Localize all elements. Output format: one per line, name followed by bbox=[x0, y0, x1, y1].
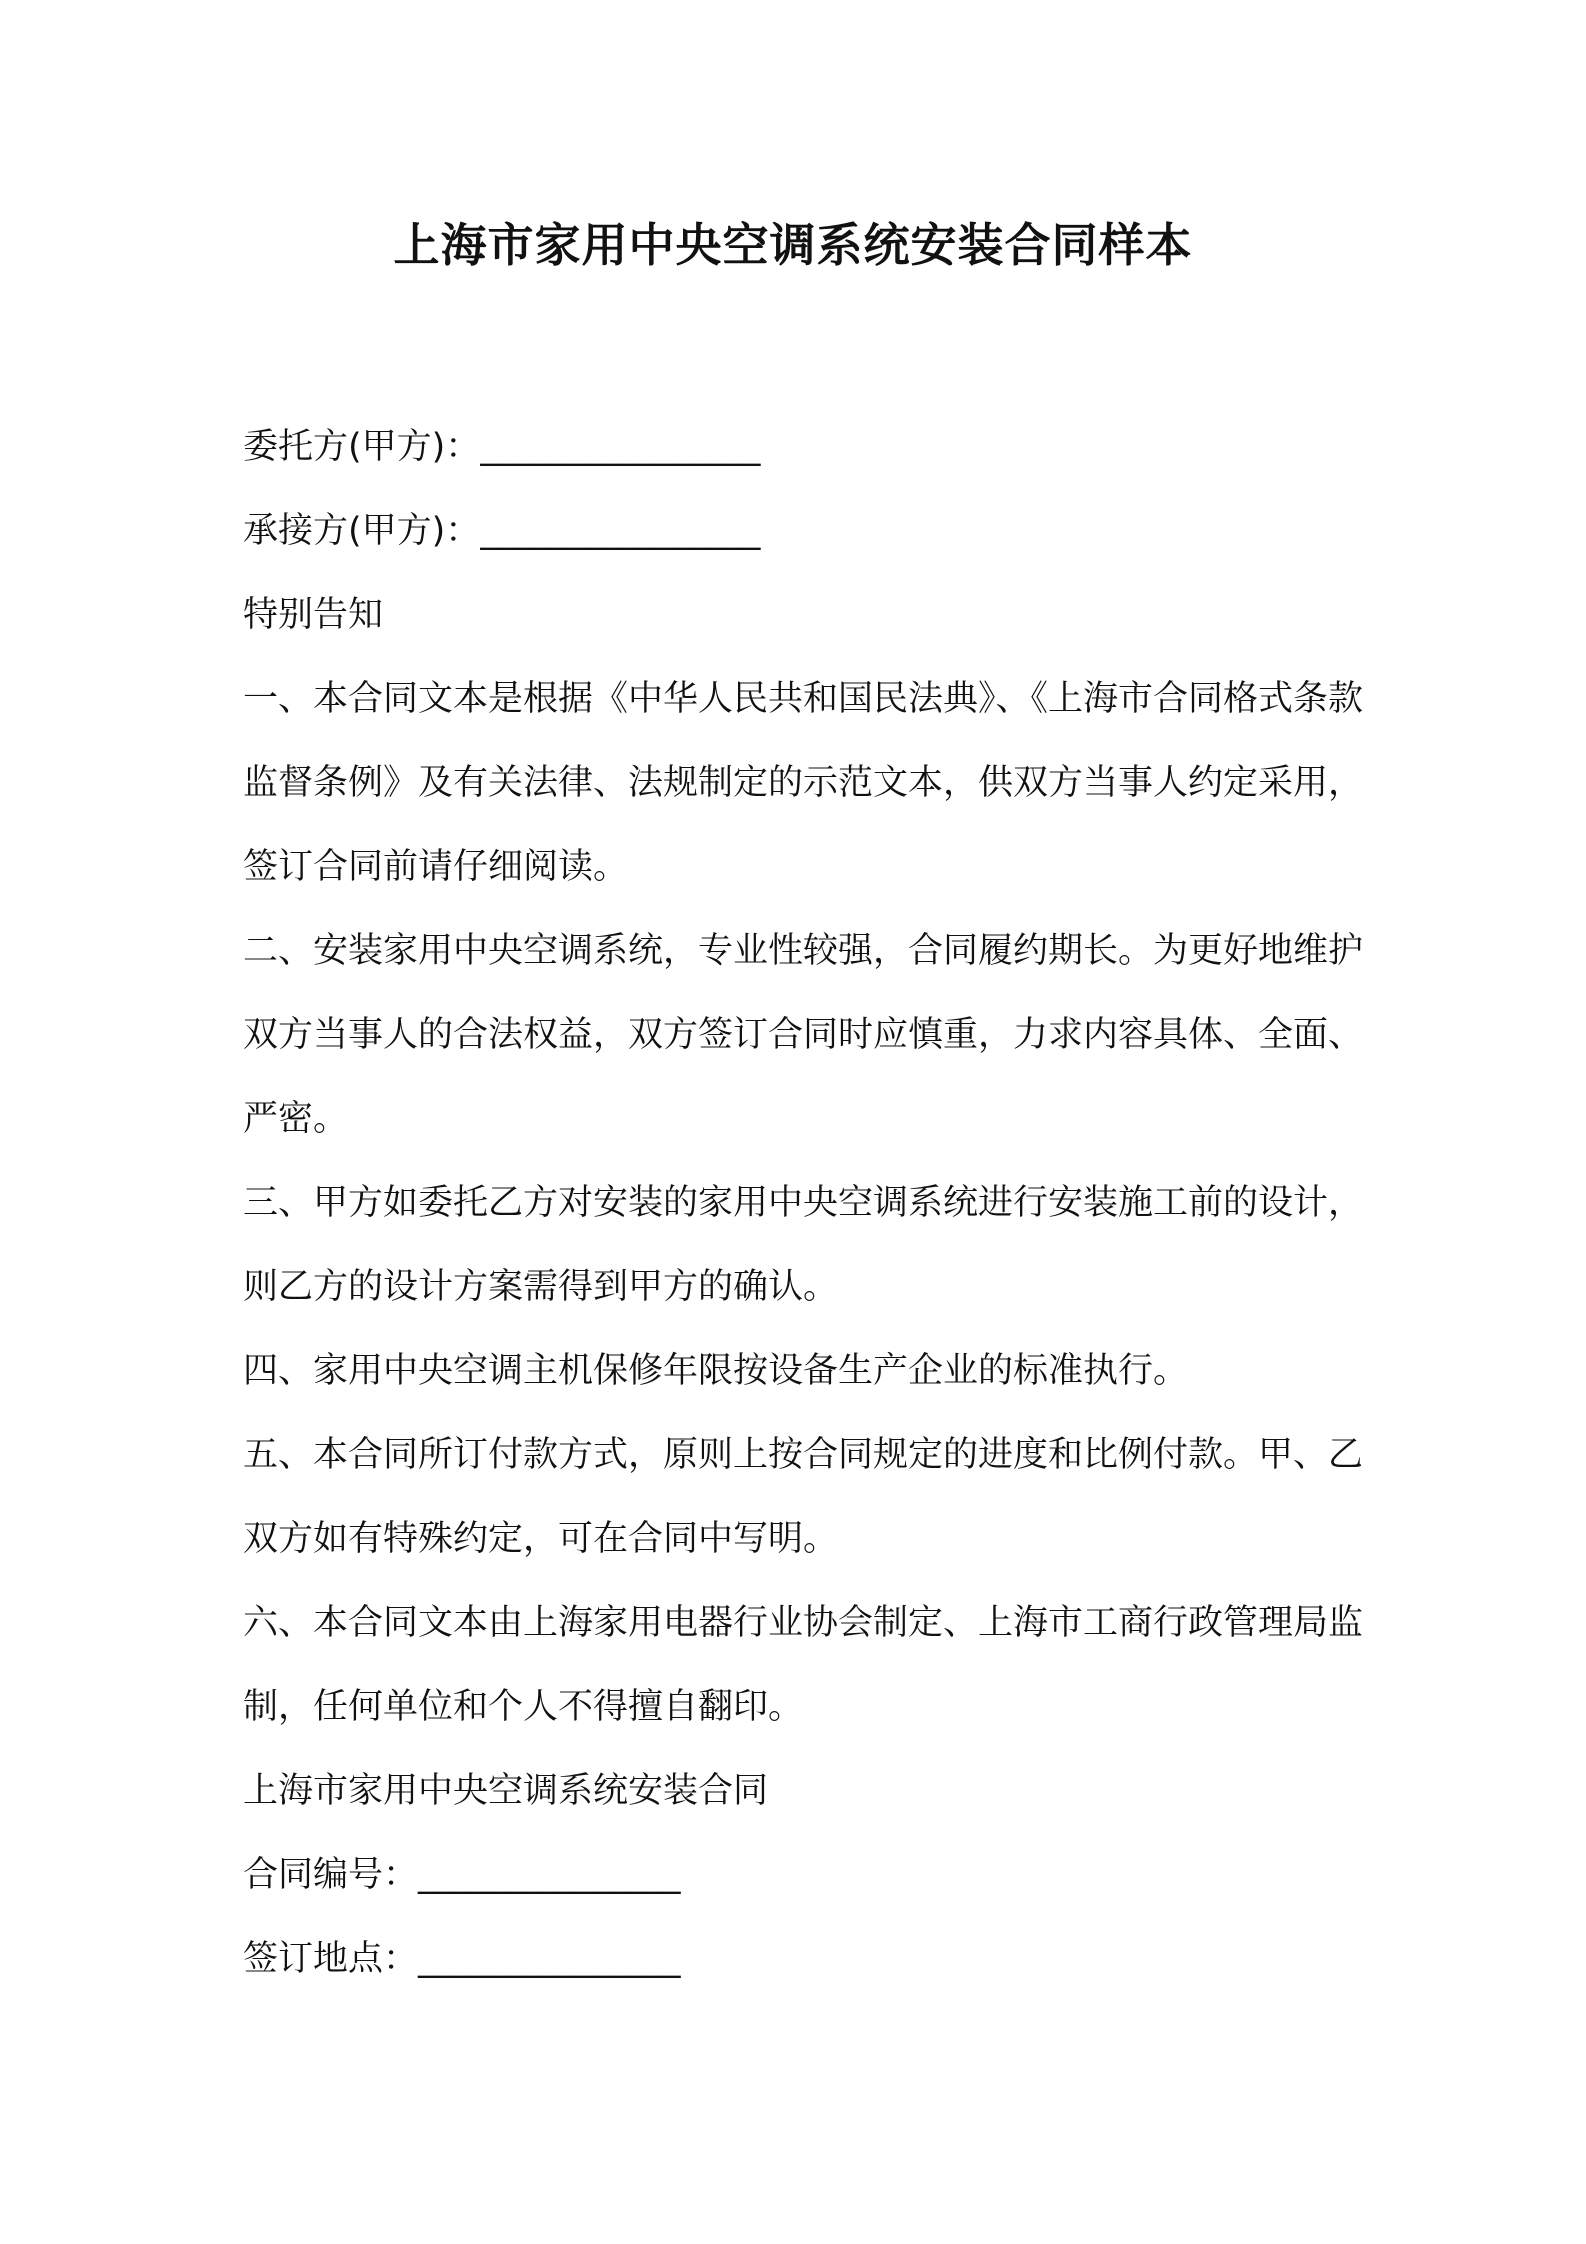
notice-paragraph-6: 六、本合同文本由上海家用电器行业协会制定、上海市工商行政管理局监制，任何单位和个人不得擅自翻印。 bbox=[243, 1603, 1364, 1727]
notice-heading: 特别告知 bbox=[243, 595, 384, 635]
party-a-blank: ________________ bbox=[480, 427, 761, 467]
party-a-field bbox=[243, 405, 1363, 489]
document-body bbox=[243, 405, 1363, 2001]
sign-place-label: 签订地点： bbox=[243, 1939, 419, 1979]
notice-paragraph-5: 五、本合同所订付款方式，原则上按合同规定的进度和比例付款。甲、乙双方如有特殊约定，可在合同中写明。 bbox=[243, 1435, 1364, 1559]
notice-paragraph-3: 三、甲方如委托乙方对安装的家用中央空调系统进行安装施工前的设计，则乙方的设计方案需得到甲方的确认。 bbox=[243, 1183, 1364, 1307]
contract-number-blank: _______________ bbox=[418, 1855, 681, 1895]
document-title: 上海市家用中央空调系统安装合同样本 bbox=[393, 218, 1193, 272]
contract-number-field bbox=[243, 1833, 1363, 1917]
contract-heading: 上海市家用中央空调系统安装合同 bbox=[243, 1771, 769, 1811]
notice-paragraph-1: 一、本合同文本是根据《中华人民共和国民法典》、《上海市合同格式条款监督条例》及有关法律、法规制定的示范文本，供双方当事人约定采用，签订合同前请仔细阅读。 bbox=[243, 679, 1364, 887]
party-b-blank: ________________ bbox=[480, 511, 761, 551]
sign-place-blank: _______________ bbox=[418, 1939, 681, 1979]
notice-paragraph-4: 四、家用中央空调主机保修年限按设备生产企业的标准执行。 bbox=[243, 1351, 1189, 1391]
contract-number-label: 合同编号： bbox=[243, 1855, 419, 1895]
party-b-label: 承接方(甲方)： bbox=[243, 511, 481, 551]
party-a-label: 委托方(甲方)： bbox=[243, 427, 481, 467]
sign-place-field bbox=[243, 1917, 1363, 2001]
party-b-field bbox=[243, 489, 1363, 573]
notice-paragraph-2: 二、安装家用中央空调系统，专业性较强，合同履约期长。为更好地维护双方当事人的合法权益，双方签订合同时应慎重，力求内容具体、全面、严密。 bbox=[243, 931, 1364, 1139]
